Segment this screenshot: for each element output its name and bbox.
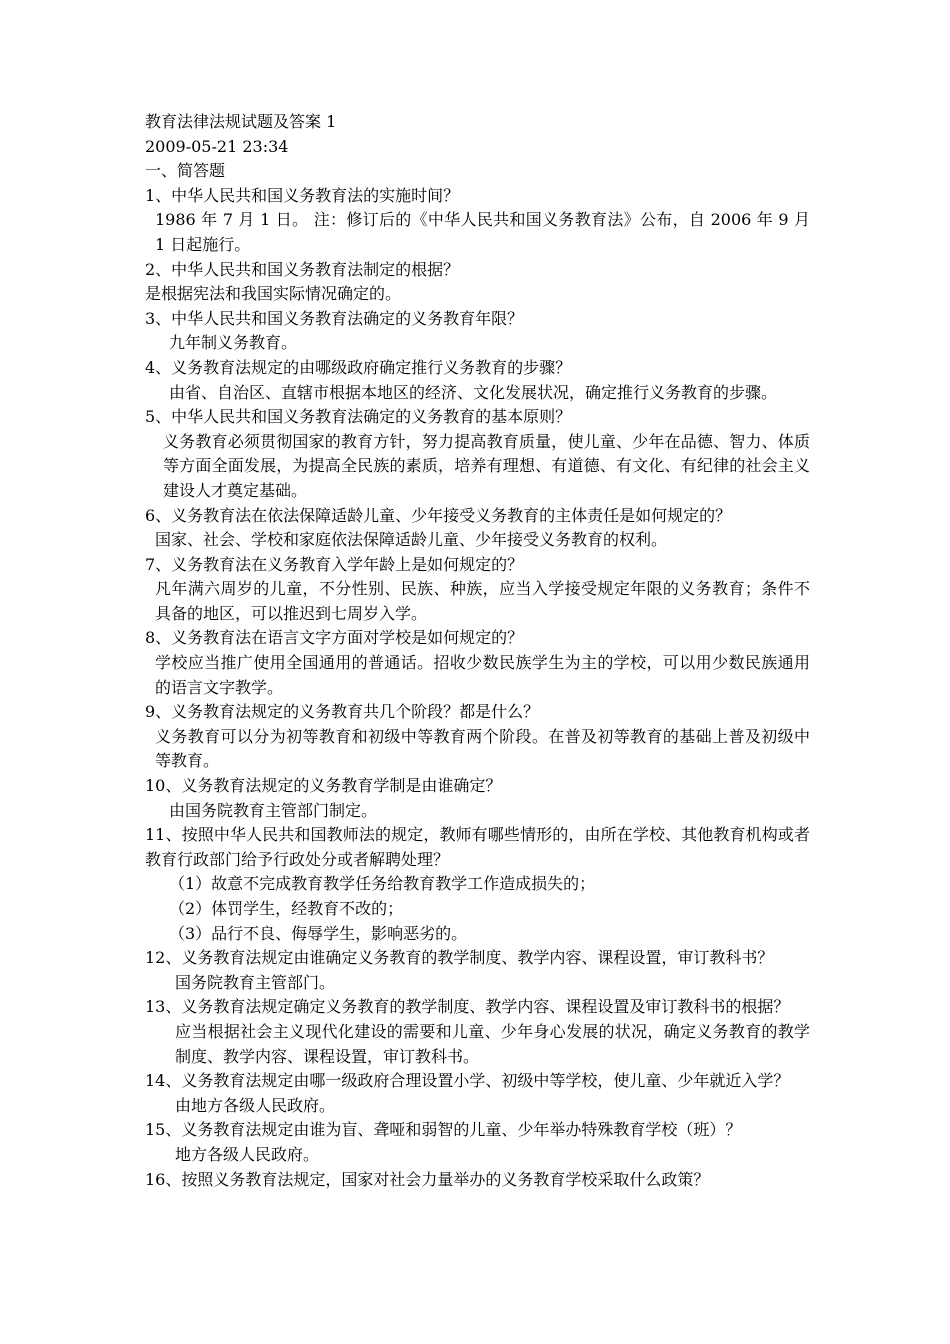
answer: （3）品行不良、侮辱学生，影响恶劣的。 bbox=[169, 923, 468, 943]
question: 5、中华人民共和国义务教育法确定的义务教育的基本原则？ bbox=[145, 407, 572, 427]
question: 13、义务教育法规定确定义务教育的教学制度、教学内容、课程设置及审订教科书的根据？ bbox=[145, 997, 790, 1017]
answer: 由国务院教育主管部门制定。 bbox=[169, 800, 378, 820]
answer: （1）故意不完成教育教学任务给教育教学工作造成损失的； bbox=[169, 874, 596, 894]
answer: 国务院教育主管部门。 bbox=[175, 972, 336, 992]
section-heading: 一、简答题 bbox=[145, 161, 226, 181]
question: 16、按照义务教育法规定，国家对社会力量举办的义务教育学校采取什么政策？ bbox=[145, 1169, 710, 1189]
answer: 应当根据社会主义现代化建设的需要和儿童、少年身心发展的状况，确定义务教育的教学制度、教学内容、课程设置，审订教科书。 bbox=[175, 1021, 810, 1066]
question: 7、义务教育法在义务教育入学年龄上是如何规定的？ bbox=[145, 554, 524, 574]
question: 8、义务教育法在语言文字方面对学校是如何规定的？ bbox=[145, 628, 524, 648]
question: 14、义务教育法规定由哪一级政府合理设置小学、初级中等学校，使儿童、少年就近入学？ bbox=[145, 1071, 790, 1091]
question: 10、义务教育法规定的义务教育学制是由谁确定？ bbox=[145, 776, 502, 796]
answer: 国家、社会、学校和家庭依法保障适龄儿童、少年接受义务教育的权利。 bbox=[155, 530, 668, 550]
answer: 义务教育可以分为初等教育和初级中等教育两个阶段。在普及初等教育的基础上普及初级中等教育。 bbox=[155, 726, 810, 771]
question: 11、按照中华人民共和国教师法的规定，教师有哪些情形的，由所在学校、其他教育机构或者教育行政部门给予行政处分或者解聘处理？ bbox=[145, 825, 810, 869]
document-title: 教育法律法规试题及答案 1 bbox=[145, 112, 337, 131]
question: 12、义务教育法规定由谁确定义务教育的教学制度、教学内容、课程设置，审订教科书？ bbox=[145, 948, 774, 968]
answer: 地方各级人民政府。 bbox=[175, 1144, 320, 1164]
answer: 义务教育必须贯彻国家的教育方针，努力提高教育质量，使儿童、少年在品德、智力、体质等方面全面发展，为提高全民族的素质，培养有理想、有道德、有文化、有纪律的社会主义建设人才奠定基础。 bbox=[163, 431, 810, 500]
answer: （2）体罚学生，经教育不改的； bbox=[169, 899, 404, 918]
answer: 是根据宪法和我国实际情况确定的。 bbox=[145, 284, 402, 304]
question: 2、中华人民共和国义务教育法制定的根据？ bbox=[145, 259, 460, 279]
answer: 由地方各级人民政府。 bbox=[175, 1095, 336, 1115]
answer: 凡年满六周岁的儿童，不分性别、民族、种族，应当入学接受规定年限的义务教育；条件不具备的地区，可以推迟到七周岁入学。 bbox=[155, 579, 810, 623]
question: 4、义务教育法规定的由哪级政府确定推行义务教育的步骤？ bbox=[145, 357, 572, 377]
document-datetime: 2009-05-21 23:34 bbox=[145, 136, 289, 156]
answer: 由省、自治区、直辖市根据本地区的经济、文化发展状况，确定推行义务教育的步骤。 bbox=[169, 382, 778, 402]
question: 1、中华人民共和国义务教育法的实施时间？ bbox=[145, 185, 460, 205]
answer: 学校应当推广使用全国通用的普通话。招收少数民族学生为主的学校，可以用少数民族通用的语言文字教学。 bbox=[155, 653, 810, 697]
question: 3、中华人民共和国义务教育法确定的义务教育年限？ bbox=[145, 308, 524, 328]
document-body bbox=[145, 110, 810, 1192]
answer: 九年制义务教育。 bbox=[169, 333, 298, 353]
question: 9、义务教育法规定的义务教育共几个阶段？都是什么？ bbox=[145, 702, 540, 722]
answer: 1986 年 7 月 1 日。 注：修订后的《中华人民共和国义务教育法》公布，自 2006 年 9 月 1 日起施行。 bbox=[155, 210, 810, 254]
question: 15、义务教育法规定由谁为盲、聋哑和弱智的儿童、少年举办特殊教育学校（班）？ bbox=[145, 1120, 742, 1140]
question: 6、义务教育法在依法保障适龄儿童、少年接受义务教育的主体责任是如何规定的？ bbox=[145, 505, 732, 525]
